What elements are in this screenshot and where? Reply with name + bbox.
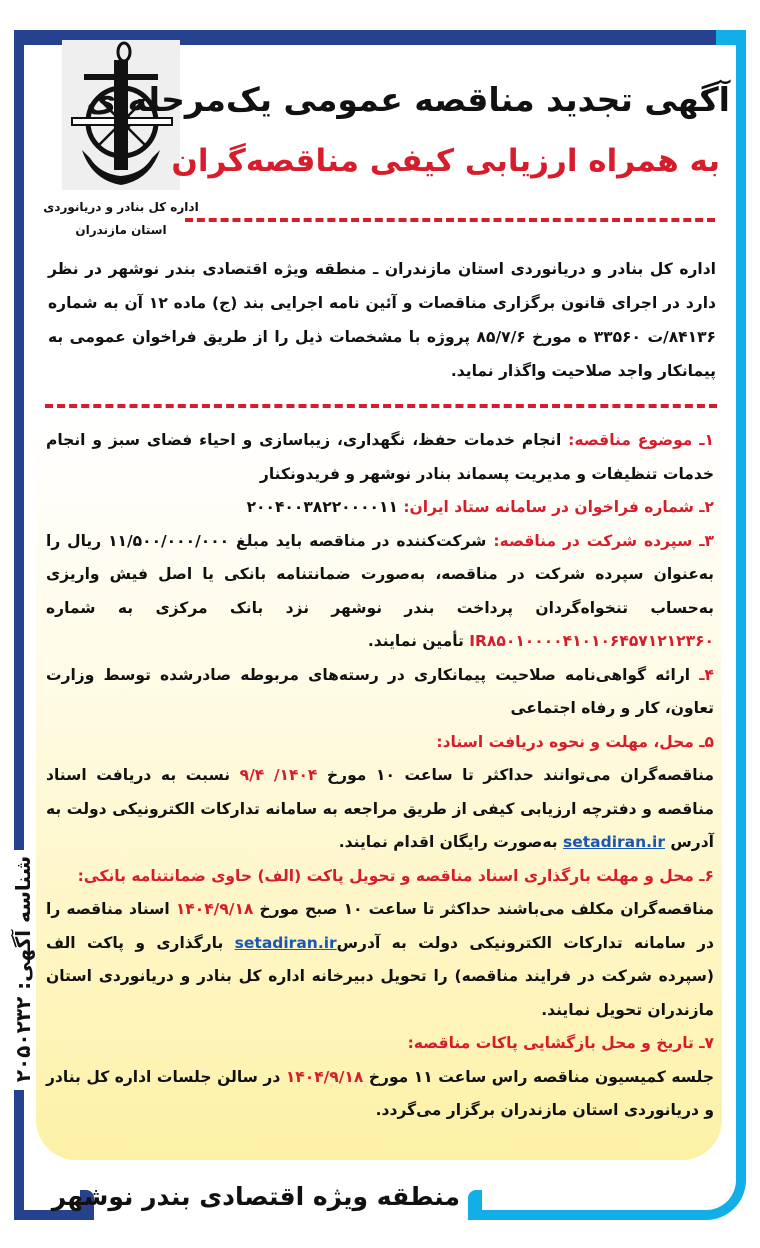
section-4 xyxy=(46,659,714,726)
section-text: تأمین نمایند. xyxy=(367,632,470,650)
section-heading: ۷ـ تاریخ و محل بازگشایی پاکات مناقصه: xyxy=(407,1034,714,1052)
section-text: شرکت‌کننده در مناقصه باید مبلغ ۱۱/۵۰۰/۰۰۰/۰۰۰ ریال را به‌عنوان سپرده شرکت در مناقصه، به‌صورت ضمانتنامه بانکی یا اصل فیش واریزی به‌حساب تنخواه‌گردان پرداخت بندر نوشهر نزد بانک مرکزی به شماره xyxy=(46,531,714,617)
section-1 xyxy=(46,424,714,491)
frame-right-border xyxy=(736,30,746,1180)
page-subtitle: به همراه ارزیابی کیفی مناقصه‌گران xyxy=(171,143,720,179)
details-body xyxy=(46,424,714,1128)
opening-date: ۱۴۰۴/۹/۱۸ xyxy=(285,1067,364,1086)
intro-paragraph: اداره کل بنادر و دریانوردی استان مازندران ـ منطقه ویژه اقتصادی بندر نوشهر در نظر دارد در اجرای قانون برگزاری مناقصات و آئین نامه اجرایی بند (ج) ماده ۱۲ آن به شماره ۸۴۱۳۶/ت ۳۳۵۶۰ ه مورخ ۸۵/۷/۶ پروژه با مشخصات ذیل را از طریق فراخوان عمومی به پیمانکار واجد صلاحیت واگذار نماید. xyxy=(48,260,717,380)
setadiran-link[interactable]: setadiran.ir xyxy=(234,933,337,952)
section-2 xyxy=(46,491,714,525)
section-heading: ۴ـ xyxy=(699,665,714,684)
frame-bottom-right-cap xyxy=(468,1190,482,1220)
upload-deadline-date: ۱۴۰۴/۹/۱۸ xyxy=(175,900,254,918)
section-text: مناقصه‌گران می‌توانند حداکثر تا ساعت ۱۰ مورخ xyxy=(317,766,714,784)
setadiran-link[interactable]: setadiran.ir xyxy=(563,833,666,851)
section-text: انجام خدمات حفظ، نگهداری، زیباسازی و احیاء فضای سبز و انجام خدمات تنظیفات و مدیریت پسماند بنادر نوشهر و فریدونکنار xyxy=(46,431,714,483)
section-text: اسناد مناقصه را در سامانه تدارکات الکترونیکی دولت به آدرس xyxy=(46,900,714,952)
tender-number: ۲۰۰۴۰۰۳۸۲۲۰۰۰۰۱۱ xyxy=(246,498,404,516)
section-6 xyxy=(46,893,714,1027)
section-text: نسبت به دریافت اسناد مناقصه و دفترچه ارزیابی کیفی از طریق مراجعه به سامانه تدارکات الکترونیکی دولت به آدرس xyxy=(46,766,714,851)
frame-bottom-left-bar xyxy=(14,1210,84,1220)
section-text: جلسه کمیسیون مناقصه راس ساعت ۱۱ مورخ xyxy=(363,1067,714,1086)
section-text: در سالن جلسات اداره کل بنادر و دریانوردی استان مازندران برگزار می‌گردد. xyxy=(46,1067,714,1119)
frame-left-border xyxy=(14,30,24,850)
section-7 xyxy=(46,1061,714,1128)
section-text: مناقصه‌گران مکلف می‌باشند حداکثر تا ساعت ۱۰ صبح مورخ xyxy=(253,900,714,918)
footer-organization: منطقه ویژه اقتصادی بندر نوشهر xyxy=(51,1182,460,1211)
frame-left-border-lower xyxy=(14,1090,24,1220)
section-6-heading xyxy=(46,860,714,894)
divider-top xyxy=(185,218,715,222)
section-heading: ۳ـ سپرده شرکت در مناقصه: xyxy=(493,531,714,550)
page-title: آگهی تجدید مناقصه عمومی یک‌مرحله‌ای xyxy=(86,80,730,119)
section-heading: ۵ـ محل، مهلت و نحوه دریافت اسناد: xyxy=(436,732,714,751)
section-text: بارگذاری و پاکت الف (سپرده شرکت در فرایند مناقصه) را تحویل دبیرخانه اداره کل بنادر و دریانوردی استان مازندران تحویل نمایند. xyxy=(46,933,714,1019)
section-text: به‌صورت رایگان اقدام نمایند. xyxy=(338,833,564,851)
account-number: IR۸۵۰۱۰۰۰۰۴۱۰۱۰۶۴۵۷۱۲۱۲۳۶۰ xyxy=(469,632,714,650)
logo-caption xyxy=(40,196,202,242)
deadline-date: ۱۴۰۴/ ۹/۴ xyxy=(239,766,318,784)
ad-id: شناسه آگهی: ۲۰۵۰۲۳۲ xyxy=(11,855,35,1083)
section-5-heading xyxy=(46,726,714,760)
section-5 xyxy=(46,759,714,860)
divider-middle xyxy=(45,404,717,408)
logo-caption-line-2: استان مازندران xyxy=(75,223,167,237)
section-heading: ۶ـ محل و مهلت بارگذاری اسناد مناقصه و تحویل پاکت (الف) حاوی ضمانتنامه بانکی: xyxy=(77,866,714,885)
section-heading: ۲ـ شماره فراخوان در سامانه ستاد ایران: xyxy=(403,498,714,516)
logo-caption-line-1: اداره کل بنادر و دریانوردی xyxy=(43,200,199,214)
frame-bottom-right-corner xyxy=(475,1150,746,1220)
section-text: ارائه گواهی‌نامه صلاحیت پیمانکاری در رسته‌های مربوطه صادرشده توسط وزارت تعاون، کار و رفاه اجتماعی xyxy=(46,665,714,717)
section-7-heading xyxy=(46,1027,714,1061)
section-3 xyxy=(46,525,714,659)
section-heading: ۱ـ موضوع مناقصه: xyxy=(568,431,715,449)
